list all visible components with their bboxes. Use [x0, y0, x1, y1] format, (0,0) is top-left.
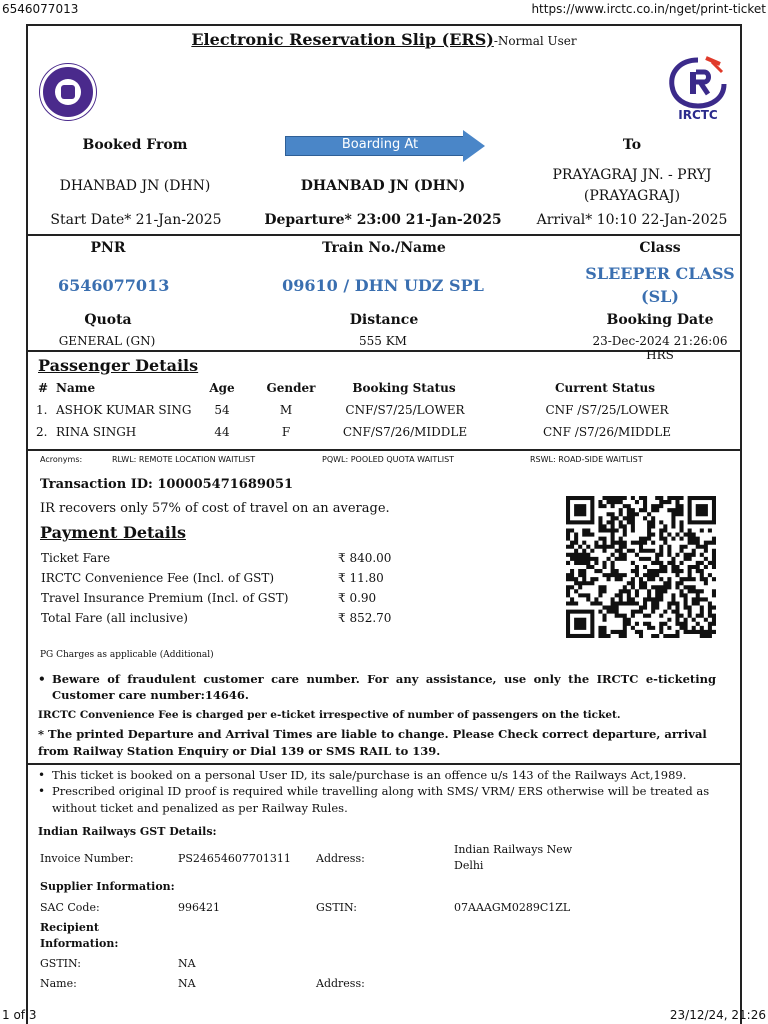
- payment-item-amount: ₹ 840.00: [338, 551, 392, 565]
- address-value-line1: Indian Railways New: [454, 843, 573, 856]
- payment-item-label: IRCTC Convenience Fee (Incl. of GST): [41, 571, 275, 585]
- print-header-url[interactable]: https://www.irctc.co.in/nget/print-ticket: [531, 2, 766, 16]
- payment-item-amount: ₹ 852.70: [338, 611, 392, 625]
- train-value: 09610 / DHN UDZ SPL: [282, 276, 484, 295]
- recipient-gstin-label: GSTIN:: [40, 957, 81, 970]
- distance-label: Distance: [349, 312, 419, 328]
- irctc-logo: [666, 56, 730, 126]
- address-label: Address:: [316, 852, 365, 865]
- indian-railways-logo: [40, 64, 96, 120]
- bullet-icon: •: [38, 784, 46, 798]
- gst-details-title: Indian Railways GST Details:: [38, 825, 217, 838]
- payment-item-label: Total Fare (all inclusive): [41, 611, 188, 625]
- invoice-number-label: Invoice Number:: [40, 852, 134, 865]
- print-footer-timestamp: 23/12/24, 21:26: [669, 1008, 766, 1022]
- col-name: Name: [56, 381, 96, 395]
- class-label: Class: [639, 240, 681, 256]
- ers-title-main: Electronic Reservation Slip (ERS): [191, 30, 494, 49]
- col-age: Age: [209, 381, 235, 395]
- times-note-line1: * The printed Departure and Arrival Times are liable to change. Please Check correct departure, arrival: [38, 727, 707, 741]
- quota-value: GENERAL (GN): [58, 334, 156, 348]
- payment-item-label: Ticket Fare: [41, 551, 111, 565]
- passenger-row-num: 2.: [36, 425, 48, 439]
- col-booking-status: Booking Status: [352, 381, 456, 395]
- payment-item-label: Travel Insurance Premium (Incl. of GST): [41, 591, 289, 605]
- qr-code: [566, 496, 716, 638]
- divider: [26, 763, 742, 765]
- recipient-info-label-line1: Recipient: [40, 921, 99, 934]
- passenger-row-current-status: CNF /S7/26/MIDDLE: [542, 425, 672, 439]
- transaction-id: Transaction ID: 100005471689051: [40, 477, 294, 492]
- acronym-rlwl: RLWL: REMOTE LOCATION WAITLIST: [112, 455, 256, 464]
- booking-date-value: 23-Dec-2024 21:26:06 HRS: [592, 334, 728, 362]
- passenger-row-gender: F: [281, 425, 291, 439]
- passenger-row-num: 1.: [36, 403, 48, 417]
- ers-title: [26, 30, 742, 49]
- ers-title-sub: -Normal User: [493, 34, 577, 48]
- supplier-info-label: Supplier Information:: [40, 880, 175, 893]
- id-proof-note-line2: without ticket and penalized as per Railway Rules.: [52, 801, 348, 815]
- recipient-address-label: Address:: [316, 977, 365, 990]
- passenger-row-age: 54: [214, 403, 230, 417]
- recipient-info-label-line2: Information:: [40, 937, 119, 950]
- gstin-value: 07AAAGM0289C1ZL: [454, 901, 571, 914]
- print-footer-page: 1 of 3: [2, 1008, 37, 1022]
- qr-code-icon: [566, 496, 716, 638]
- payment-item-amount: ₹ 0.90: [338, 591, 377, 605]
- acronym-rswl: RSWL: ROAD-SIDE WAITLIST: [530, 455, 643, 464]
- address-value-line2: Delhi: [454, 859, 484, 872]
- passenger-row-booking-status: CNF/S7/26/MIDDLE: [342, 425, 468, 439]
- fraud-warning-line1: Beware of fraudulent customer care number. For any assistance, use only the IRCTC e-ticketing: [52, 672, 716, 686]
- to-label: To: [622, 137, 642, 153]
- bullet-icon: •: [38, 672, 46, 686]
- class-value-line1: SLEEPER CLASS: [585, 264, 735, 283]
- passenger-row-name: ASHOK KUMAR SING: [56, 403, 192, 417]
- conv-fee-note: IRCTC Convenience Fee is charged per e-ticket irrespective of number of passengers on the ticket.: [38, 709, 621, 721]
- recipient-name-value: NA: [178, 977, 196, 990]
- invoice-number-value: PS24654607701311: [178, 852, 291, 865]
- boarding-at-arrow: [285, 130, 485, 162]
- booked-from-label: Booked From: [82, 137, 188, 153]
- from-station: DHANBAD JN (DHN): [59, 178, 211, 194]
- divider: [26, 234, 742, 236]
- acronyms-label: Acronyms:: [40, 455, 83, 464]
- bullet-icon: •: [38, 768, 46, 782]
- fraud-warning-line2: Customer care number:14646.: [52, 688, 249, 702]
- pnr-label: PNR: [90, 240, 126, 256]
- col-current-status: Current Status: [554, 381, 655, 395]
- passenger-row-current-status: CNF /S7/25/LOWER: [545, 403, 669, 417]
- payment-details-title: Payment Details: [40, 523, 186, 542]
- payment-item-amount: ₹ 11.80: [338, 571, 384, 585]
- times-note-line2: from Railway Station Enquiry or Dial 139 or SMS RAIL to 139.: [38, 744, 441, 758]
- pg-charges-note: PG Charges as applicable (Additional): [40, 650, 214, 660]
- col-gender: Gender: [266, 381, 316, 395]
- irctc-logo-text: IRCTC: [678, 108, 718, 122]
- print-header-title: 6546077013: [2, 2, 79, 16]
- id-proof-note-line1: Prescribed original ID proof is required while travelling along with SMS/ VRM/ ERS otherwise will be treated as: [52, 784, 710, 798]
- departure-time: Departure* 23:00 21-Jan-2025: [264, 212, 502, 228]
- to-station-line2: (PRAYAGRAJ): [583, 188, 681, 204]
- divider: [26, 449, 742, 451]
- distance-value: 555 KM: [359, 334, 407, 348]
- train-label: Train No./Name: [322, 240, 446, 256]
- passenger-details-title: Passenger Details: [38, 356, 199, 375]
- recipient-gstin-value: NA: [178, 957, 196, 970]
- recipient-name-label: Name:: [40, 977, 77, 990]
- sac-code-label: SAC Code:: [40, 901, 100, 914]
- boarding-station: DHANBAD JN (DHN): [300, 178, 466, 194]
- sac-code-value: 996421: [178, 901, 220, 914]
- passenger-row-gender: M: [279, 403, 293, 417]
- col-num: #: [38, 381, 49, 395]
- arrival-time: Arrival* 10:10 22-Jan-2025: [536, 212, 728, 228]
- quota-label: Quota: [84, 312, 132, 328]
- boarding-at-label: Boarding At: [341, 137, 419, 152]
- ir-cost-note: IR recovers only 57% of cost of travel on an average.: [40, 501, 390, 516]
- irctc-logo-icon: [666, 56, 730, 110]
- pnr-value: 6546077013: [58, 276, 170, 295]
- passenger-row-booking-status: CNF/S7/25/LOWER: [345, 403, 465, 417]
- start-date: Start Date* 21-Jan-2025: [50, 212, 222, 228]
- gstin-label: GSTIN:: [316, 901, 357, 914]
- acronym-pqwl: PQWL: POOLED QUOTA WAITLIST: [322, 455, 455, 464]
- personal-id-note: This ticket is booked on a personal User ID, its sale/purchase is an offence u/s 143 of the Railways Act,1989.: [52, 768, 687, 782]
- passenger-row-age: 44: [214, 425, 230, 439]
- passenger-row-name: RINA SINGH: [56, 425, 137, 439]
- class-value-line2: (SL): [641, 287, 679, 306]
- to-station-line1: PRAYAGRAJ JN. - PRYJ: [552, 167, 712, 183]
- booking-date-label: Booking Date: [606, 312, 714, 328]
